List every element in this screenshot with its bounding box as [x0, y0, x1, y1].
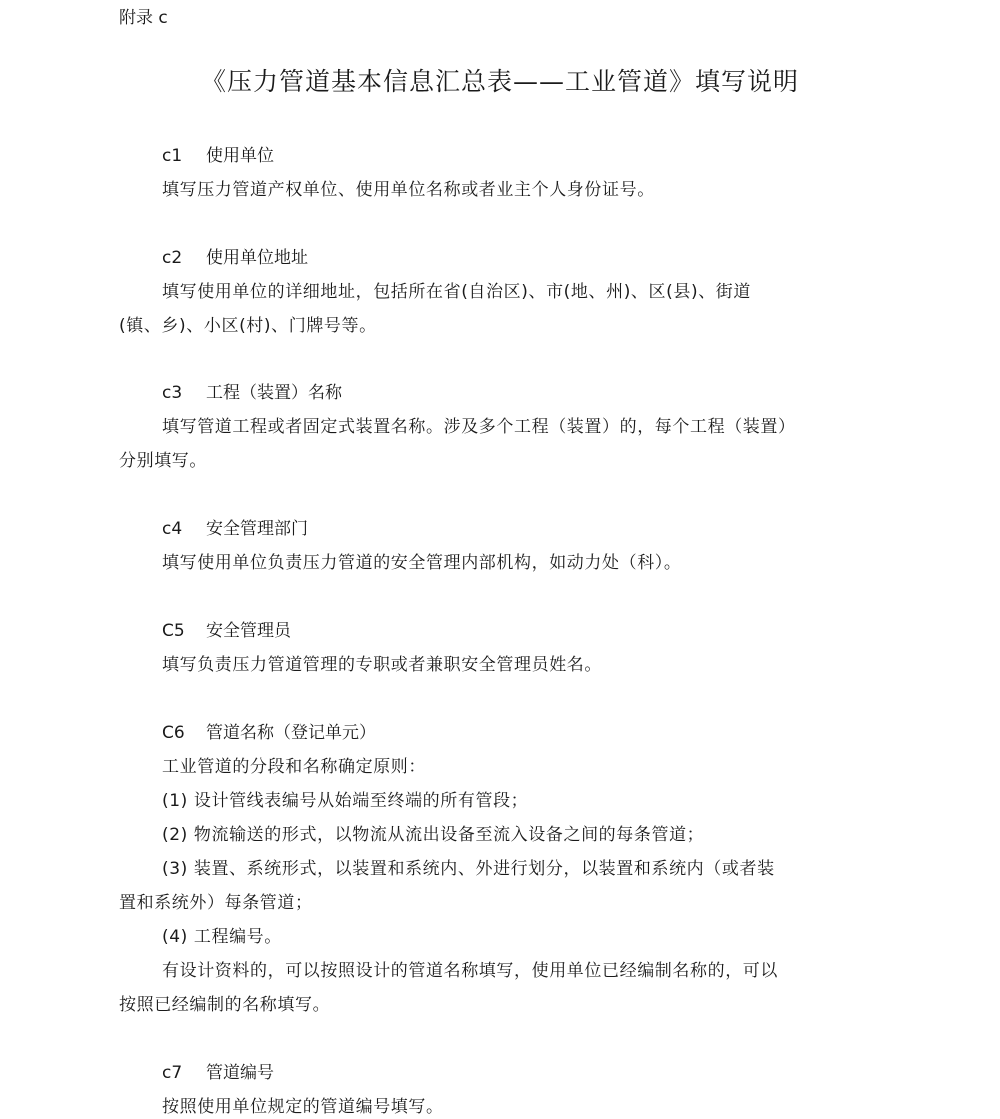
paragraph-line: 工业管道的分段和名称确定原则：: [162, 757, 426, 777]
section-heading: [162, 514, 308, 539]
paragraph-line: 填写负责压力管道管理的专职或者兼职安全管理员姓名。: [162, 655, 602, 675]
section-heading: [162, 718, 376, 743]
section-number: c3: [162, 383, 183, 403]
paragraph-line: (镇、乡)、小区(村)、门牌号等。: [119, 316, 377, 336]
paragraph-line: 填写管道工程或者固定式装置名称。涉及多个工程（装置）的，每个工程（装置）: [162, 417, 796, 437]
section-heading: [162, 1058, 274, 1083]
paragraph-line: 有设计资料的，可以按照设计的管道名称填写，使用单位已经编制名称的，可以: [162, 961, 778, 981]
document-title: 《压力管道基本信息汇总表——工业管道》填写说明: [200, 67, 799, 96]
section-number: c1: [162, 146, 183, 166]
paragraph-line: 按照已经编制的名称填写。: [119, 995, 331, 1015]
section-title: 管道编号: [206, 1063, 274, 1083]
section-number: c2: [162, 248, 183, 268]
paragraph-line: 填写压力管道产权单位、使用单位名称或者业主个人身份证号。: [162, 180, 655, 200]
list-item: (3) 装置、系统形式，以装置和系统内、外进行划分，以装置和系统内（或者装: [162, 859, 775, 879]
section-number: C5: [162, 621, 185, 641]
list-item: (2) 物流输送的形式，以物流从流出设备至流入设备之间的每条管道；: [162, 825, 705, 845]
section-title: 使用单位: [206, 146, 274, 166]
section-title: 工程（装置）名称: [206, 383, 342, 403]
section-number: C6: [162, 723, 185, 743]
section-number: c4: [162, 519, 183, 539]
paragraph-line: 按照使用单位规定的管道编号填写。: [162, 1097, 444, 1117]
section-title: 安全管理部门: [206, 519, 308, 539]
list-item: (1) 设计管线表编号从始端至终端的所有管段；: [162, 791, 529, 811]
section-number: c7: [162, 1063, 183, 1083]
paragraph-line: 置和系统外）每条管道；: [119, 893, 313, 913]
paragraph-line: 分别填写。: [119, 451, 207, 471]
paragraph-line: 填写使用单位的详细地址，包括所在省(自治区)、市(地、州)、区(县)、街道: [162, 282, 751, 302]
paragraph-line: 填写使用单位负责压力管道的安全管理内部机构，如动力处（科）。: [162, 553, 682, 573]
section-title: 管道名称（登记单元）: [206, 723, 376, 743]
section-title: 使用单位地址: [206, 248, 308, 268]
section-heading: [162, 141, 274, 166]
list-item: (4) 工程编号。: [162, 927, 282, 947]
section-title: 安全管理员: [206, 621, 291, 641]
section-heading: [162, 616, 291, 641]
section-heading: [162, 378, 342, 403]
appendix-label: 附录 c: [119, 8, 168, 28]
section-heading: [162, 243, 308, 268]
